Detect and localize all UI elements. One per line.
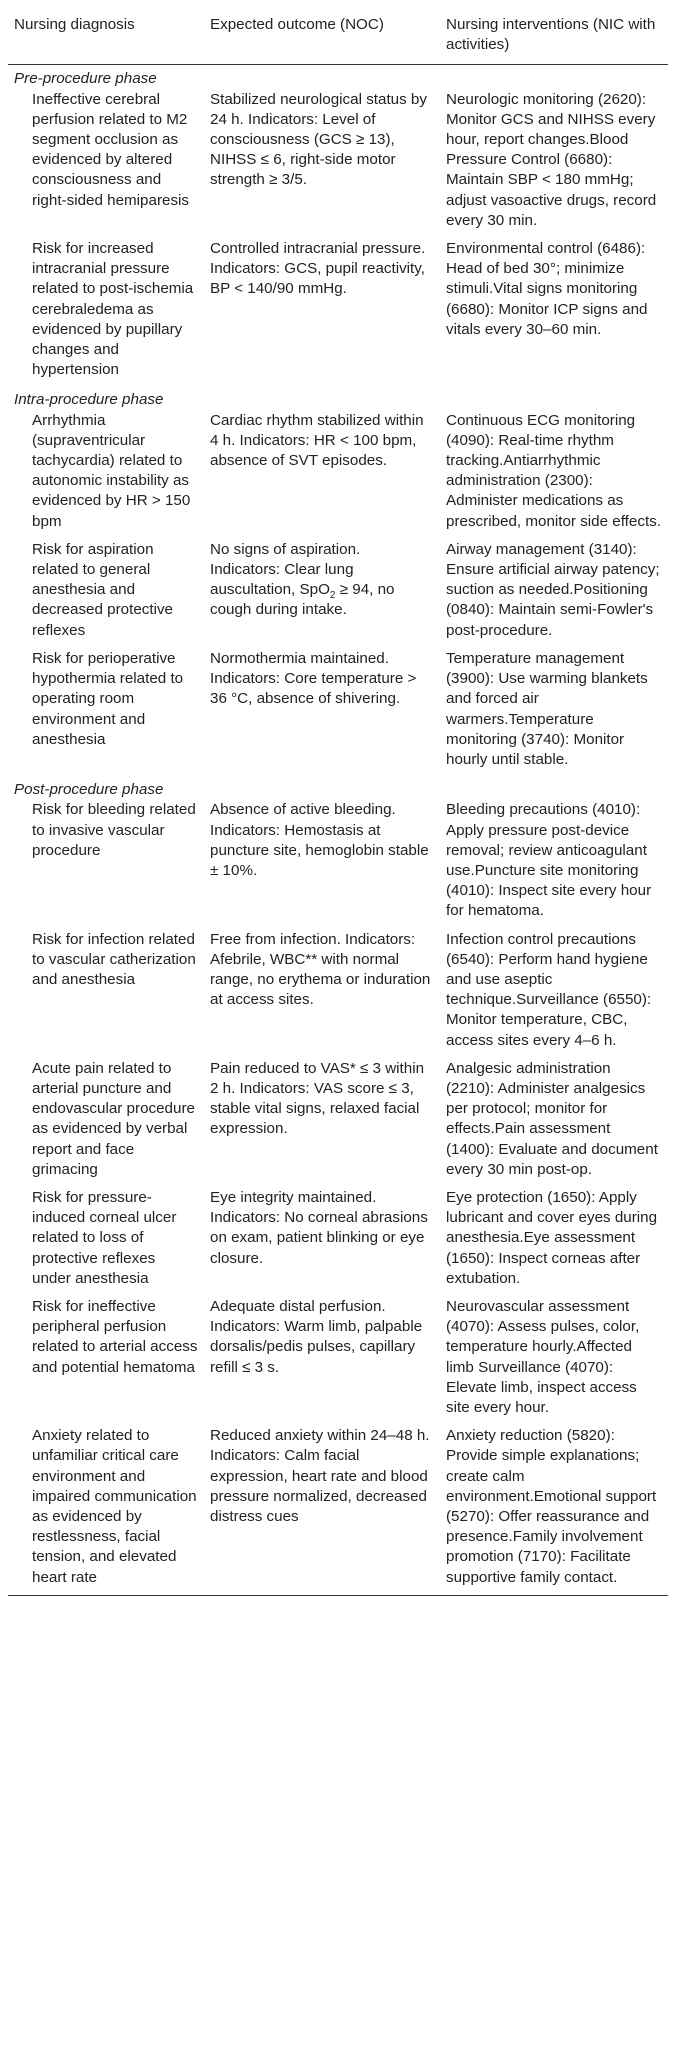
cell-outcome: Cardiac rhythm stabilized within 4 h. Indicators: HR < 100 bpm, absence of SVT episodes. <box>210 411 424 470</box>
table-row <box>8 540 668 649</box>
cell-diagnosis: Risk for increased intracranial pressure related to post-ischemia cerebraledema as evidenced by pupillary changes and hypertension <box>32 240 194 379</box>
cell-outcome <box>204 540 440 649</box>
table-row <box>8 239 668 388</box>
cell-diagnosis: Risk for perioperative hypothermia related to operating room environment and anesthesia <box>32 649 184 748</box>
cell-interventions: Neurovascular assessment (4070): Assess pulses, color, temperature hourly.Affected limb Surveillance (4070): Elevate limb, inspect access site every hour. <box>446 1297 640 1416</box>
table-row <box>8 930 668 1059</box>
cell-outcome: Adequate distal perfusion. Indicators: Warm limb, palpable dorsalis/pedis pulses, capillary refill ≤ 3 s. <box>210 1297 423 1376</box>
cell-diagnosis: Risk for pressure-induced corneal ulcer related to loss of protective reflexes under anesthesia <box>32 1188 177 1287</box>
outcome-text-start: No signs of aspiration. Indicators: Clear lung auscultation, <box>210 540 361 599</box>
table-row <box>8 1297 668 1426</box>
cell-interventions: Analgesic administration (2210): Administer analgesics per protocol; monitor for effects.Pain assessment (1400): Evaluate and document every 30 min post-op. <box>446 1059 658 1178</box>
phase-label-post: Post-procedure phase <box>14 781 164 799</box>
cell-outcome: Normothermia maintained. Indicators: Core temperature > 36 °C, absence of shivering. <box>210 649 417 708</box>
phase-row-post <box>8 778 668 800</box>
cell-interventions: Neurologic monitoring (2620): Monitor GCS and NIHSS every hour, report changes.Blood Pressure Control (6680): Maintain SBP < 180 mmHg; adjust vasoactive drugs, record every 30 min. <box>446 90 657 229</box>
cell-outcome: Controlled intracranial pressure. Indicators: GCS, pupil reactivity, BP < 140/90 mmHg. <box>210 240 426 298</box>
cell-diagnosis: Anxiety related to unfamiliar critical care environment and impaired communication as evidenced by restlessness, facial tension, and elevated heart rate <box>8 1426 204 1595</box>
cell-outcome: Absence of active bleeding. Indicators: Hemostasis at puncture site, hemoglobin stable ± 10%. <box>210 801 429 879</box>
table-row <box>8 1188 668 1297</box>
cell-diagnosis: Acute pain related to arterial puncture and endovascular procedure as evidenced by verbal report and face grimacing <box>32 1059 195 1178</box>
cell-interventions: Airway management (3140): Ensure artificial airway patency; suction as needed.Positioning (0840): Maintain semi-Fowler's post-procedure. <box>446 540 660 639</box>
cell-outcome: Eye integrity maintained. Indicators: No corneal abrasions on exam, patient blinking or eye closure. <box>210 1188 428 1267</box>
cell-outcome: Pain reduced to VAS* ≤ 3 within 2 h. Indicators: VAS score ≤ 3, stable vital signs, relaxed facial expression. <box>210 1059 425 1138</box>
cell-interventions: Temperature management (3900): Use warming blankets and forced air warmers.Temperature monitoring (3740): Monitor hourly until stable. <box>446 649 648 768</box>
cell-interventions: Environmental control (6486): Head of bed 30°; minimize stimuli.Vital signs monitoring (6680): Monitor ICP signs and vitals every 30–60 min. <box>446 240 648 338</box>
cell-diagnosis: Arrhythmia (supraventricular tachycardia) related to autonomic instability as evidenced by HR > 150 bpm <box>32 411 191 530</box>
spo2-subscript: 2 <box>329 590 336 602</box>
cell-diagnosis: Risk for ineffective peripheral perfusion related to arterial access and potential hematoma <box>32 1297 198 1376</box>
table-header-row <box>8 6 668 65</box>
cell-outcome: Stabilized neurological status by 24 h. Indicators: Level of consciousness (GCS ≥ 13), NIHSS ≤ 6, right-side motor strength ≥ 3/5. <box>210 90 427 189</box>
cell-outcome: Reduced anxiety within 24–48 h. Indicators: Calm facial expression, heart rate and blood pressure normalized, decreased distress cues <box>204 1426 440 1595</box>
cell-diagnosis: Risk for infection related to vascular catherization and anesthesia <box>32 930 196 988</box>
header-nursing-diagnosis: Nursing diagnosis <box>8 6 204 65</box>
outcome-text-end: ≥ 94, no cough during intake. <box>210 581 395 619</box>
cell-interventions: Bleeding precautions (4010): Apply pressure post-device removal; review anticoagulant use.Puncture site monitoring (4010): Inspect site every hour for hematoma. <box>446 801 652 920</box>
table-row <box>8 800 668 929</box>
header-nursing-interventions: Nursing interventions (NIC with activities) <box>440 6 668 65</box>
table-row <box>8 649 668 778</box>
cell-interventions: Continuous ECG monitoring (4090): Real-time rhythm tracking.Antiarrhythmic administration (2300): Administer medications as prescribed, monitor side effects. <box>446 411 661 530</box>
table-row <box>8 411 668 540</box>
header-expected-outcome: Expected outcome (NOC) <box>204 6 440 65</box>
cell-interventions: Anxiety reduction (5820): Provide simple explanations; create calm environment.Emotional support (5270): Offer reassurance and presence.Family involvement promotion (7170): Facilitate supportive family contact. <box>440 1426 668 1595</box>
phase-label-pre: Pre-procedure phase <box>14 70 157 88</box>
cell-interventions: Infection control precautions (6540): Perform hand hygiene and use aseptic technique.Surveillance (6550): Monitor temperature, CBC, access sites every 4–6 h. <box>446 930 652 1049</box>
table-row <box>8 90 668 239</box>
table-row <box>8 1426 668 1595</box>
cell-outcome: Free from infection. Indicators: Afebrile, WBC** with normal range, no erythema or induration at access sites. <box>210 930 431 1009</box>
phase-label-intra: Intra-procedure phase <box>14 391 164 409</box>
phase-row-pre <box>8 65 668 90</box>
nursing-care-plan-table <box>8 6 668 1596</box>
cell-interventions: Eye protection (1650): Apply lubricant and cover eyes during anesthesia.Eye assessment (1650): Inspect corneas after extubation. <box>446 1188 658 1287</box>
phase-row-intra <box>8 388 668 410</box>
cell-diagnosis: Risk for bleeding related to invasive vascular procedure <box>32 801 196 859</box>
spo2-label: SpO <box>299 581 330 599</box>
cell-diagnosis: Ineffective cerebral perfusion related to M2 segment occlusion as evidenced by altered consciousness and right-sided hemiparesis <box>32 90 190 209</box>
table-row <box>8 1059 668 1188</box>
cell-diagnosis: Risk for aspiration related to general anesthesia and decreased protective reflexes <box>32 540 173 639</box>
